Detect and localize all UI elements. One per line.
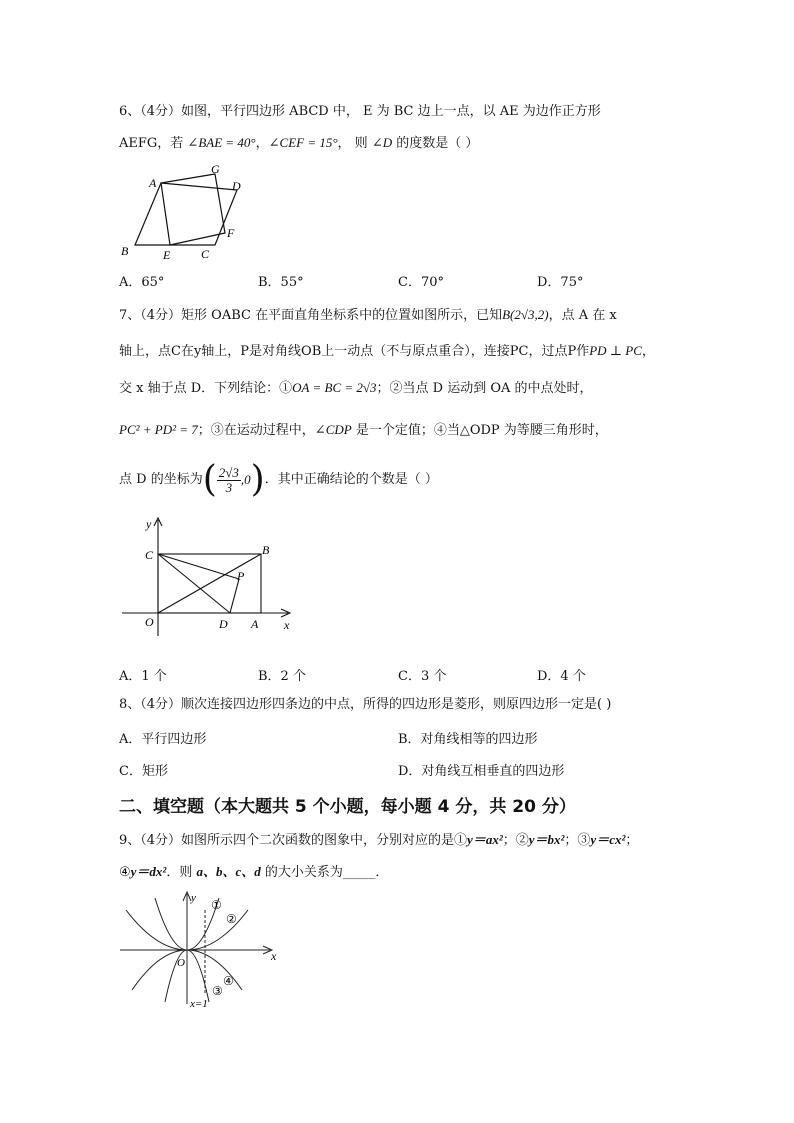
- label-x-equals-1: x=1: [190, 998, 208, 1010]
- q7-text: 轴上，点C在y轴上，P是对角线OB上一动点（不与原点重合），连接PC，过点P作: [119, 344, 590, 359]
- q9-f2: y＝bx²: [528, 832, 565, 847]
- label-y: y: [191, 892, 196, 904]
- q8-option-a: A．平行四边形: [119, 732, 207, 747]
- q7-line3: [119, 380, 593, 397]
- q9-f3: y＝cx²: [590, 832, 626, 847]
- q7-fraction: [217, 466, 241, 495]
- q7-text: ，: [641, 344, 655, 359]
- label-p: P: [237, 569, 245, 583]
- label-f: F: [227, 226, 235, 240]
- label-c: C: [145, 548, 154, 562]
- q9-text: ；②: [502, 833, 529, 848]
- q9-text: ；③: [564, 833, 591, 848]
- label-curve-4: ④: [223, 974, 234, 988]
- q9-line1: [119, 832, 638, 849]
- q7-sum-squares: PC² + PD² = 7: [119, 422, 198, 437]
- label-o: O: [145, 615, 154, 629]
- q6-stem-line2: [119, 135, 478, 152]
- q6-option-a: A．65°: [119, 275, 165, 290]
- q8-option-b: B．对角线相等的四边形: [398, 732, 538, 747]
- q7-text: 7、（4分）矩形 OABC 在平面直角坐标系中的位置如图所示，已知: [119, 308, 503, 323]
- label-o: O: [177, 957, 185, 969]
- label-c: C: [201, 247, 210, 261]
- label-b: B: [121, 244, 129, 258]
- q6-option-c: C．70°: [398, 275, 444, 290]
- q6-angle-d: ∠D: [371, 135, 393, 150]
- q7-angle-cdp: ∠CDP: [314, 422, 352, 437]
- q8-option-d: D．对角线互相垂直的四边形: [398, 764, 565, 779]
- label-d: D: [219, 617, 228, 631]
- q9-f1: y＝ax²: [467, 832, 503, 847]
- q7-frac-num: 2√3: [218, 464, 239, 480]
- q7-text: ，点 A 在 x: [548, 308, 617, 323]
- q8-option-c: C．矩形: [119, 764, 168, 779]
- q7-point-b: B(2√3,2): [502, 307, 549, 322]
- q6-stem-line1: 6、（4分）如图，平行四边形 ABCD 中， E 为 BC 边上一点，以 AE 为边作正方形: [119, 104, 601, 119]
- q7-option-b: B．2 个: [258, 669, 306, 684]
- q7-option-a: A．1 个: [119, 669, 167, 684]
- label-y: y: [146, 517, 152, 531]
- q9-text: 9、（4分）如图所示四个二次函数的图象中，分别对应的是①: [119, 833, 468, 848]
- label-curve-2: ②: [226, 912, 237, 926]
- q6-figure-parallelogram: [115, 160, 255, 265]
- q7-frac-den: 3: [225, 479, 233, 495]
- q7-figure-rectangle: [118, 512, 298, 647]
- q6-option-b: B．55°: [258, 275, 304, 290]
- q7-text: 点 D 的坐标为: [119, 472, 203, 487]
- q9-text: ；: [625, 833, 639, 848]
- q7-paren-right: ): [250, 459, 265, 500]
- q9-text: ④: [119, 865, 131, 880]
- segment-cp: [158, 554, 239, 579]
- q7-coord-tail: ,0: [240, 472, 251, 487]
- q6-angle-bae: ∠BAE = 40°: [187, 135, 256, 150]
- q7-line4: [119, 422, 608, 439]
- section-title: 二、填空题（本大题共 5 个小题，每小题 4 分，共 20 分）: [119, 797, 576, 817]
- q7-oa-bc: OA = BC = 2√3: [292, 380, 377, 395]
- square-aefg: [161, 174, 225, 245]
- q7-line1: [119, 307, 617, 324]
- label-x: x: [271, 949, 277, 963]
- q6-text: AEFG，若: [119, 136, 188, 151]
- q9-text: 的大小关系为_____．: [260, 865, 389, 880]
- label-curve-1: ①: [211, 898, 222, 912]
- q6-angle-cef: ∠CEF = 15°: [268, 135, 338, 150]
- label-g: G: [211, 162, 220, 176]
- q7-perp: PD ⊥ PC: [589, 343, 642, 358]
- q6-option-d: D．75°: [537, 275, 584, 290]
- q7-line5: [119, 459, 438, 500]
- q6-text: 的度数是（ ）: [392, 136, 479, 151]
- label-d: D: [232, 179, 241, 193]
- label-b: B: [262, 543, 270, 557]
- q7-text: ；②当点 D 运动到 OA 的中点处时，: [376, 381, 593, 396]
- q7-text: 交 x 轴于点 D．下列结论：①: [119, 381, 293, 396]
- label-e: E: [163, 248, 171, 262]
- q7-option-c: C．3 个: [398, 669, 447, 684]
- q9-line2: [119, 864, 388, 881]
- q9-text: ．则: [166, 865, 197, 880]
- q7-text: ．其中正确结论的个数是（ ）: [264, 472, 438, 487]
- label-x: x: [284, 618, 290, 632]
- q7-text: ；③在运动过程中，: [197, 423, 315, 438]
- q7-text: 是一个定值；④当△ODP 为等腰三角形时，: [351, 423, 608, 438]
- q6-text: ， 则: [337, 136, 372, 151]
- q7-paren-left: (: [202, 459, 217, 500]
- q6-text: ，: [255, 136, 269, 151]
- diagonal-ob: [158, 554, 261, 613]
- label-a: A: [251, 617, 259, 631]
- q9-vars: a、b、c、d: [196, 864, 261, 879]
- q7-line2: [119, 343, 655, 360]
- segment-cd: [158, 554, 230, 613]
- q9-figure-parabolas: [118, 888, 288, 1010]
- label-curve-3: ③: [212, 984, 223, 998]
- q9-f4: y＝dx²: [130, 864, 167, 879]
- segment-pd: [230, 579, 239, 613]
- label-a: A: [149, 176, 157, 190]
- q7-option-d: D．4 个: [537, 669, 586, 684]
- q8-stem: 8、（4分）顺次连接四边形四条边的中点，所得的四边形是菱形，则原四边形一定是( ): [119, 697, 612, 712]
